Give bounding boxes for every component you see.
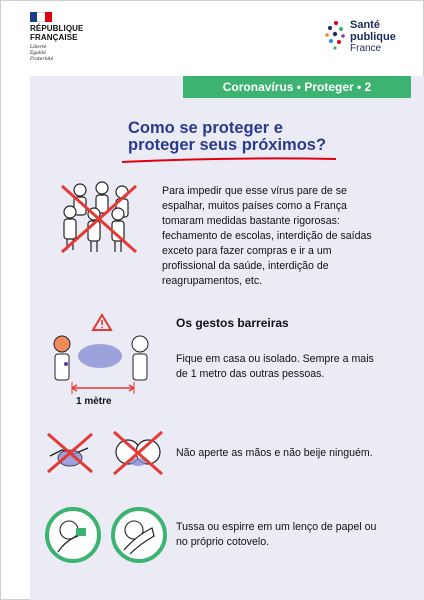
cough-tissue-icon bbox=[44, 506, 102, 564]
gestures-heading: Os gestos barreiras bbox=[176, 316, 289, 330]
republique-francaise-logo bbox=[30, 12, 100, 63]
section-header-bar: Coronavírus • Proteger • 2 bbox=[183, 76, 411, 98]
title-line2: proteger seus próximos? bbox=[128, 136, 327, 154]
sante-line3: France bbox=[350, 43, 382, 54]
sante-publique-france-logo bbox=[324, 18, 414, 62]
french-flag-icon bbox=[30, 12, 52, 22]
gesture-text-stay-home: Fique em casa ou isolado. Sempre a mais de 1 metro das outras pessoas. bbox=[176, 353, 374, 380]
sante-publique-dots-icon bbox=[324, 20, 346, 50]
sante-line1: Santé bbox=[350, 19, 380, 31]
distance-warning-icon bbox=[44, 312, 162, 400]
kiss-crossed-icon bbox=[110, 428, 166, 478]
crowd-crossed-icon bbox=[56, 180, 142, 256]
motto-fraternite: Fraternité bbox=[30, 57, 54, 62]
sante-publique-text bbox=[350, 20, 396, 55]
republique-line2: FRANÇAISE bbox=[30, 32, 78, 42]
handshake-crossed-icon bbox=[44, 430, 96, 476]
sante-line2: publique bbox=[350, 30, 396, 43]
motto-egalite: Égalité bbox=[30, 51, 47, 56]
title-line1: Como se proteger e bbox=[128, 119, 283, 137]
intro-text: Para impedir que esse vírus pare de se espalhar, muitos países como a França tomaram medidas bastante rigorosas: fechamento de escolas, interdição de saídas exceto para fazer compras e ir a um profissional da saúde, interdição de reagrupamentos, etc. bbox=[162, 185, 372, 287]
distance-label: 1 mètre bbox=[76, 396, 112, 407]
cough-elbow-icon bbox=[110, 506, 168, 564]
republique-line1: RÉPUBLIQUE bbox=[30, 24, 84, 33]
page-title bbox=[128, 120, 398, 154]
motto bbox=[30, 45, 100, 63]
gesture-text-no-handshake: Não aperte as mãos e não beije ninguém. bbox=[176, 447, 373, 459]
title-underline-icon bbox=[120, 156, 338, 164]
gesture-text-cough: Tussa ou espirre em um lenço de papel ou no próprio cotovelo. bbox=[176, 521, 377, 548]
motto-liberte: Liberté bbox=[30, 45, 47, 50]
